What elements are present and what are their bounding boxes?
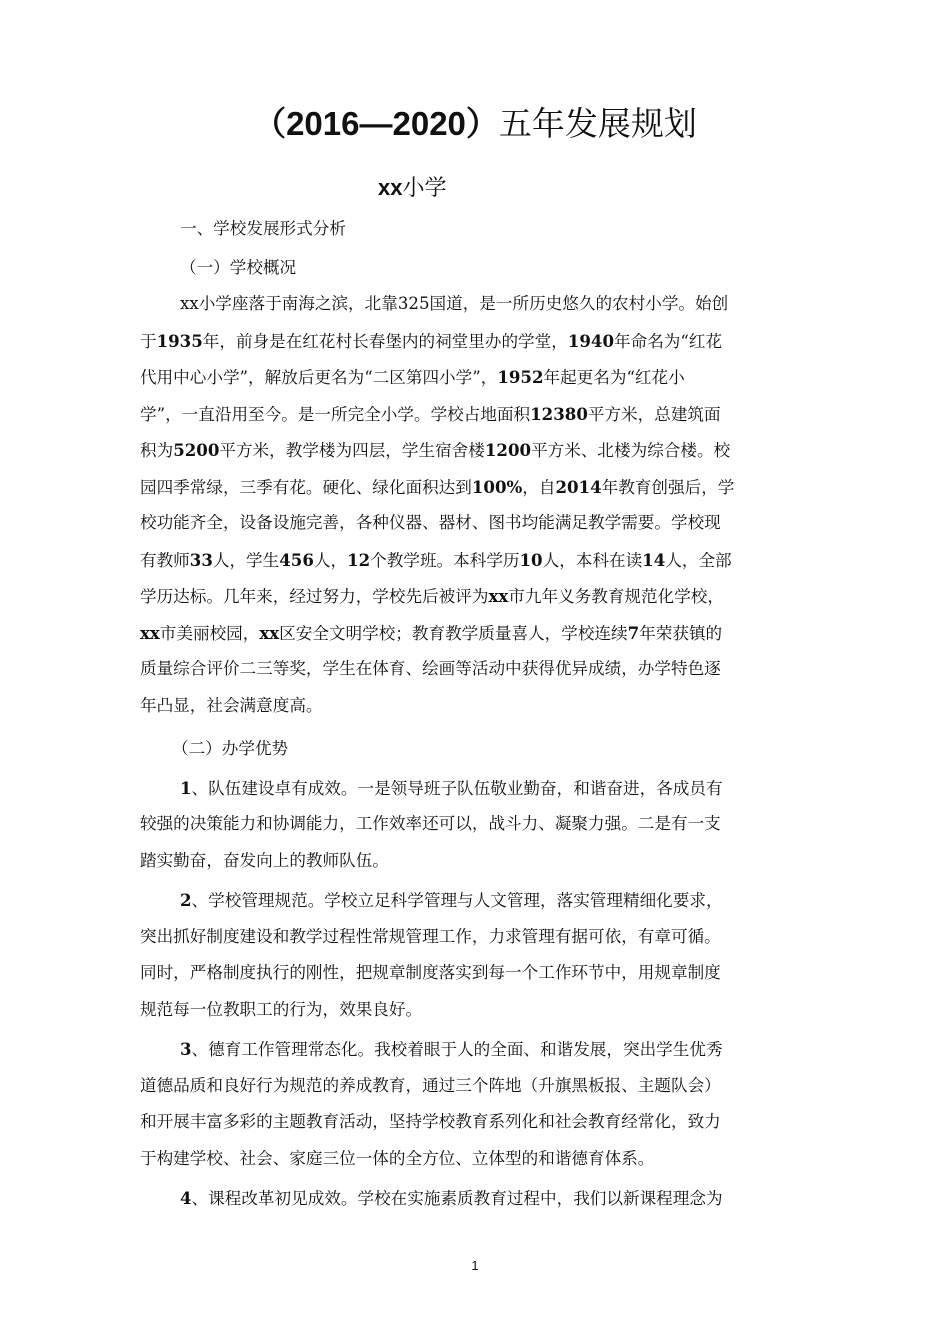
section1-heading: 一、学校发展形式分析 bbox=[180, 219, 346, 238]
school-name bbox=[378, 170, 447, 207]
paragraph-line: 同时，严格制度执行的刚性，把规章制度落实到每一个工作环节中，用规章制度 bbox=[140, 963, 721, 982]
item-text: 、德育工作管理常态化。我校着眼于人的全面、和谐发展，突出学生优秀 bbox=[191, 1040, 723, 1059]
item-text: 、课程改革初见成效。学校在实施素质教育过程中，我们以新课程理念为 bbox=[191, 1189, 723, 1208]
paragraph-line: 较强的决策能力和协调能力，工作效率还可以，战斗力、凝聚力强。二是有一支 bbox=[140, 814, 721, 833]
paragraph-line: 突出抓好制度建设和教学过程性常规管理工作，力求管理有据可依，有章可循。 bbox=[140, 927, 721, 946]
page-number: 1 bbox=[471, 1258, 479, 1273]
item-first-line bbox=[180, 885, 723, 916]
paragraph-line: xx小学座落于南海之滨，北靠325国道，是一所历史悠久的农村小学。始创 bbox=[180, 294, 729, 313]
paragraph-line: xx市美丽校园，xx区安全文明学校；教育教学质量喜人，学校连续7年荣获镇的 bbox=[140, 623, 723, 643]
paragraph-line: 质量综合评价二三等奖，学生在体育、绘画等活动中获得优异成绩，办学特色逐 bbox=[140, 659, 721, 678]
item-number: 4 bbox=[180, 1188, 192, 1208]
paragraph-line: 踏实勤奋，奋发向上的教师队伍。 bbox=[140, 851, 389, 870]
paragraph-line: 代用中心小学”，解放后更名为“二区第四小学”，1952年起更名为“红花小 bbox=[140, 367, 685, 387]
paragraph-line: 园四季常绿，三季有花。硬化、绿化面积达到100%，自2014年教育创强后，学 bbox=[140, 477, 735, 497]
item-text: 、学校管理规范。学校立足科学管理与人文管理，落实管理精细化要求， bbox=[191, 891, 723, 910]
paragraph-line: 积为5200平方米，教学楼为四层，学生宿舍楼1200平方米、北楼为综合楼。校 bbox=[140, 440, 731, 460]
paragraph-line: 于1935年，前身是在红花村长春堡内的祠堂里办的学堂，1940年命名为“红花 bbox=[140, 331, 723, 351]
sub1-heading: （一）学校概况 bbox=[180, 258, 297, 277]
paragraph-line: 道德品质和良好行为规范的养成教育，通过三个阵地（升旗黑板报、主题队会） bbox=[140, 1076, 721, 1095]
paragraph-line: 学”，一直沿用至今。是一所完全小学。学校占地面积12380平方米，总建筑面 bbox=[140, 404, 721, 424]
document-title bbox=[0, 98, 950, 150]
title-text: 五年发展规划 bbox=[498, 104, 697, 143]
paragraph-line: 年凸显，社会满意度高。 bbox=[140, 696, 323, 715]
item-text: 、队伍建设卓有成效。一是领导班子队伍敬业勤奋，和谐奋进，各成员有 bbox=[191, 779, 723, 798]
school-name-en: xx bbox=[378, 175, 403, 200]
item-first-line bbox=[180, 1183, 723, 1214]
paragraph-line: 学历达标。几年来，经过努力，学校先后被评为xx市九年义务教育规范化学校， bbox=[140, 586, 724, 606]
item-number: 2 bbox=[180, 890, 192, 910]
paragraph-line: 于构建学校、社会、家庭三位一体的全方位、立体型的和谐德育体系。 bbox=[140, 1149, 655, 1168]
item-first-line bbox=[180, 1034, 723, 1065]
title-years: （2016—2020） bbox=[253, 105, 499, 142]
paragraph-line: 和开展丰富多彩的主题教育活动，坚持学校教育系列化和社会教育经常化，致力 bbox=[140, 1112, 721, 1131]
item-number: 1 bbox=[180, 778, 192, 798]
paragraph-line: 校功能齐全，设备设施完善，各种仪器、器材、图书均能满足教学需要。学校现 bbox=[140, 513, 721, 532]
item-first-line bbox=[180, 773, 723, 804]
item-number: 3 bbox=[180, 1039, 192, 1059]
school-name-cn: 小学 bbox=[402, 176, 447, 201]
paragraph-line: 规范每一位教职工的行为，效果良好。 bbox=[140, 1000, 423, 1019]
sub2-heading: （二）办学优势 bbox=[172, 739, 289, 758]
paragraph-line: 有教师33人，学生456人，12个教学班。本科学历10人，本科在读14人，全部 bbox=[140, 550, 732, 570]
